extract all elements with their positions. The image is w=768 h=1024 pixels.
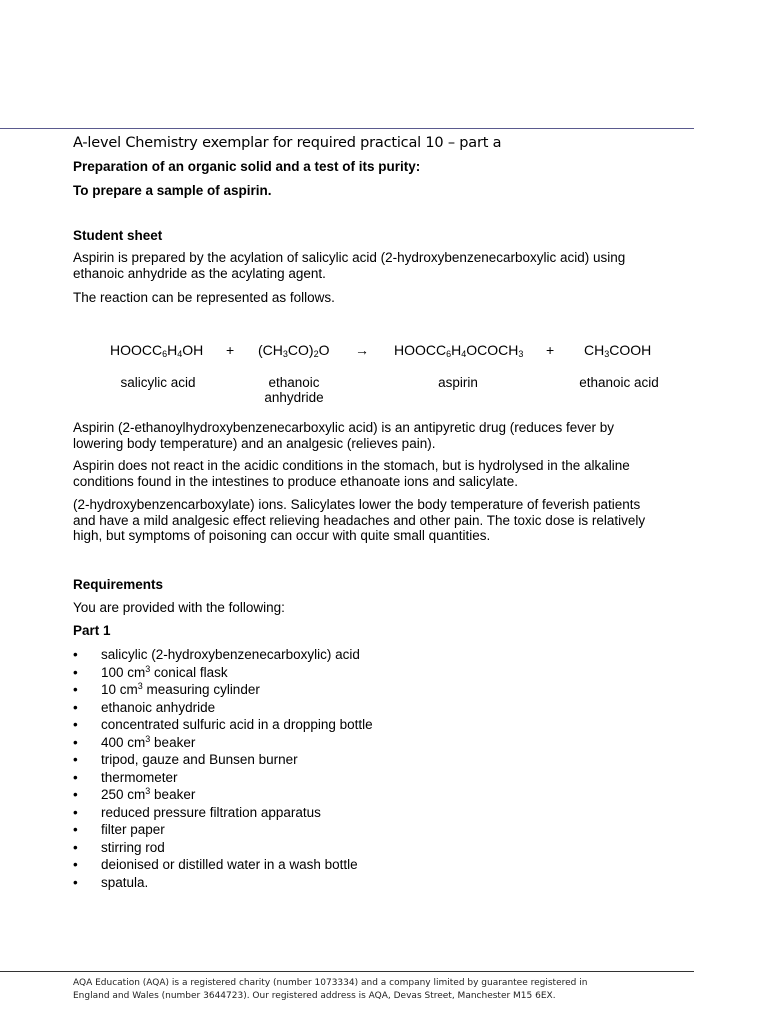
footer-rule [0, 971, 694, 972]
requirements-heading: Requirements [73, 577, 164, 592]
label-ethanoic-acid: ethanoic acid [579, 375, 659, 390]
aspirin-description-paragraph: Aspirin (2-ethanoylhydroxybenzenecarboxylic acid) is an antipyretic drug (reduces fever by lowering body temperature) and an analgesic (relieves pain). [73, 420, 615, 451]
plus-sign: + [226, 342, 235, 358]
reactant-ethanoic-anhydride-formula: $(CH_3CO)_2O$ [258, 342, 330, 359]
hydrolysis-paragraph: Aspirin does not react in the acidic conditions in the stomach, but is hydrolysed in the alkaline conditions found in the intestines to produce ethanoate ions and salicylate. [73, 458, 630, 489]
requirement-item [73, 769, 373, 787]
document-title: A-level Chemistry exemplar for required practical 10 – part a [73, 135, 502, 151]
bullet-icon: • [73, 822, 78, 837]
bullet-icon: • [73, 664, 78, 680]
reactant-salicylic-acid-formula: $HOOCC_6H_4OH$ [110, 342, 204, 359]
requirement-text: deionised or distilled water in a wash bottle [101, 857, 358, 872]
bullet-icon: • [73, 699, 78, 715]
requirement-item [73, 804, 373, 822]
requirement-text: thermometer [101, 769, 178, 785]
requirement-text: filter paper [101, 822, 165, 837]
student-sheet-heading: Student sheet [73, 228, 163, 243]
bullet-icon: • [73, 857, 78, 872]
requirement-item [73, 716, 373, 734]
label-salicylic-acid: salicylic acid [120, 375, 196, 390]
requirements-list [73, 646, 373, 891]
bullet-icon: • [73, 682, 78, 697]
bullet-icon: • [73, 874, 78, 890]
footer-legal-text: AQA Education (AQA) is a registered charity (number 1073334) and a company limited by guarantee registered in England and Wales (number 3644723). Our registered address is AQA, Devas Street, Manchester M15 6EX. [73, 978, 588, 1001]
provided-intro: You are provided with the following: [73, 600, 285, 615]
requirement-item [73, 856, 373, 874]
requirement-text: concentrated sulfuric acid in a dropping bottle [101, 717, 373, 732]
salicylate-paragraph: (2-hydroxybenzencarboxylate) ions. Salicylates lower the body temperature of feverish patients and have a mild analgesic effect relieving headaches and other pain. The toxic dose is relatively high, but symptoms of poisoning can occur with quite small quantities. [73, 497, 646, 543]
part-1-heading: Part 1 [73, 623, 111, 638]
requirement-item [73, 751, 373, 769]
requirement-item [73, 664, 373, 682]
requirement-item [73, 681, 373, 699]
requirement-text: stirring rod [101, 839, 165, 855]
product-aspirin-formula: $HOOCC_6H_4OCOCH_3$ [394, 342, 524, 359]
requirement-text: 400 $cm^3$ beaker [101, 733, 196, 750]
requirement-item [73, 646, 373, 664]
requirement-item [73, 821, 373, 839]
requirement-item [73, 874, 373, 892]
label-ethanoic-anhydride: ethanoic anhydride [264, 375, 324, 405]
requirement-text: salicylic (2-hydroxybenzenecarboxylic) acid [101, 647, 360, 662]
bullet-icon: • [73, 804, 78, 820]
practical-subtitle: Preparation of an organic solid and a test of its purity: [73, 159, 421, 174]
requirement-text: ethanoic anhydride [101, 699, 216, 715]
requirement-text: reduced pressure filtration apparatus [101, 804, 321, 820]
requirement-text: 250 $cm^3$ beaker [101, 786, 196, 802]
practical-aim: To prepare a sample of aspirin. [73, 183, 272, 198]
requirement-item [73, 786, 373, 804]
bullet-icon: • [73, 752, 78, 767]
reaction-intro: The reaction can be represented as follows. [73, 290, 335, 305]
requirement-item [73, 699, 373, 717]
product-ethanoic-acid-formula: $CH_3COOH$ [584, 342, 652, 359]
plus-sign: + [546, 342, 555, 358]
bullet-icon: • [73, 647, 78, 662]
header-rule [0, 128, 694, 129]
bullet-icon: • [73, 839, 78, 855]
requirement-text: spatula. [101, 874, 149, 890]
bullet-icon: • [73, 769, 78, 785]
bullet-icon: • [73, 787, 78, 802]
reaction-arrow: → [355, 342, 369, 358]
requirement-text: 10 $cm^3$ measuring cylinder [101, 681, 260, 697]
bullet-icon: • [73, 734, 78, 750]
bullet-icon: • [73, 717, 78, 732]
requirement-item [73, 734, 373, 752]
intro-paragraph: Aspirin is prepared by the acylation of salicylic acid (2-hydroxybenzenecarboxylic acid) using ethanoic anhydride as the acylating agent. [73, 250, 626, 281]
label-aspirin: aspirin [438, 375, 478, 390]
requirement-text: tripod, gauze and Bunsen burner [101, 752, 298, 767]
requirement-item [73, 839, 373, 857]
requirement-text: 100 $cm^3$ conical flask [101, 663, 228, 680]
